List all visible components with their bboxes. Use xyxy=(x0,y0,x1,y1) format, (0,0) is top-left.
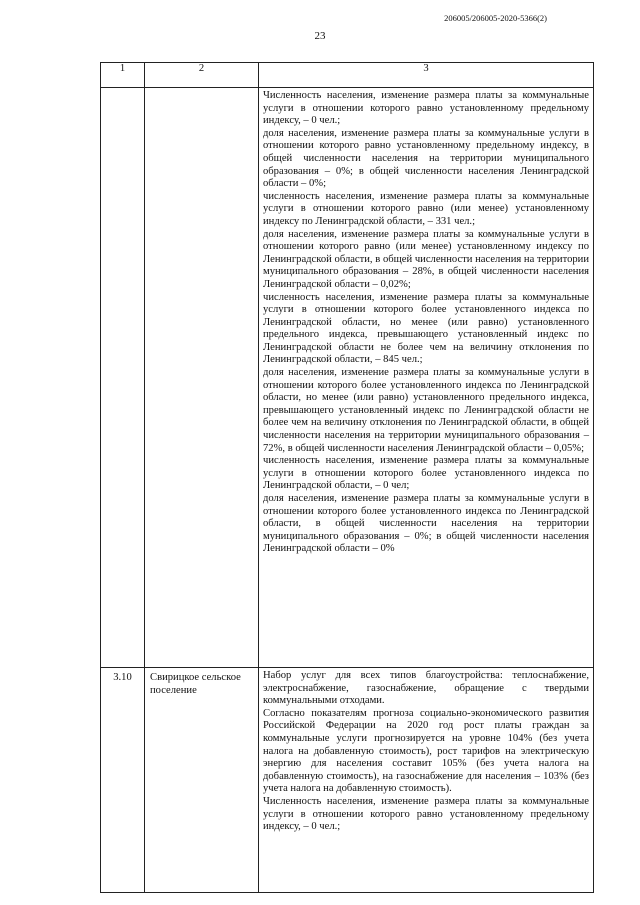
paragraph: доля населения, изменение размера платы за коммунальные услуги в отношении которого равно (или менее) установленному индексу по Ленинградской области, в общей численности населения на территории муниципального образования – 28%, в общей численности населения Ленинградской области – 0,02%; xyxy=(263,228,589,290)
paragraph: Набор услуг для всех типов благоустройства: теплоснабжение, электроснабжение, газоснабжение, обращение с твердыми коммунальными отходами. xyxy=(263,670,589,707)
paragraph: доля населения, изменение размера платы за коммунальные услуги в отношении которого равно установленному предельному индексу, в общей численности населения на территории муниципального образования – 0%; в общей численности населения Ленинградской области – 0%; xyxy=(263,127,589,190)
paragraph: численность населения, изменение размера платы за коммунальные услуги в отношении которого более установленного индекса по Ленинградской области, – 0 чел; xyxy=(263,455,589,492)
header-col-3: 3 xyxy=(259,63,594,88)
table-header-row xyxy=(101,63,594,88)
table-row xyxy=(101,88,594,668)
table-row xyxy=(101,668,594,893)
header-col-1: 1 xyxy=(101,63,145,88)
header-col-2: 2 xyxy=(145,63,259,88)
document-code: 206005/206005-2020-5366(2) xyxy=(444,13,547,23)
row-description xyxy=(259,88,594,668)
paragraph: доля населения, изменение размера платы за коммунальные услуги в отношении которого более установленного индекса по Ленинградской области, в общей численности населения на территории муниципального образования – 0%; в общей численности населения Ленинградской области – 0% xyxy=(263,493,589,555)
data-table xyxy=(100,62,594,893)
row-number: 3.10 xyxy=(101,668,145,893)
row-number xyxy=(101,88,145,668)
row-settlement-name xyxy=(145,88,259,668)
paragraph: Численность населения, изменение размера платы за коммунальные услуги в отношении которого равно установленному предельному индексу, – 0 чел.; xyxy=(263,90,589,127)
row-settlement-name: Свирицкое сельское поселение xyxy=(145,668,259,893)
paragraph: Согласно показателям прогноза социально-экономического развития Российской Федерации на 2020 год рост платы граждан за коммунальные услуги прогнозируется на уровне 104% (без учета налога на добавленную стоимость), рост тарифов на электрическую энергию для населения составит 105% (без учета налога на добавленную стоимость), на газоснабжение для населения – 103% (без учета налога на добавленную стоимость). xyxy=(263,707,589,795)
row-description xyxy=(259,668,594,893)
paragraph: численность населения, изменение размера платы за коммунальные услуги в отношении которого более установленного индекса по Ленинградской области, но менее (или равно) установленного предельного индекса, превышающего установленный индекс по Ленинградской области не более чем на величину отклонения по Ленинградской области, – 845 чел.; xyxy=(263,291,589,366)
paragraph: доля населения, изменение размера платы за коммунальные услуги в отношении которого более установленного индекса по Ленинградской области, но менее (или равно) установленного предельного индекса, превышающего установленный индекс по Ленинградской области не более чем на величину отклонения по Ленинградской области, в общей численности населения на территории муниципального образования – 72%, в общей численности населения Ленинградской области – 0,05%; xyxy=(263,367,589,454)
paragraph: Численность населения, изменение размера платы за коммунальные услуги в отношении которого равно установленному предельному индексу, – 0 чел.; xyxy=(263,795,589,833)
paragraph: численность населения, изменение размера платы за коммунальные услуги в отношении которого равно (или менее) установленному индексу по Ленинградской области, – 331 чел.; xyxy=(263,190,589,227)
page-number: 23 xyxy=(314,30,326,42)
